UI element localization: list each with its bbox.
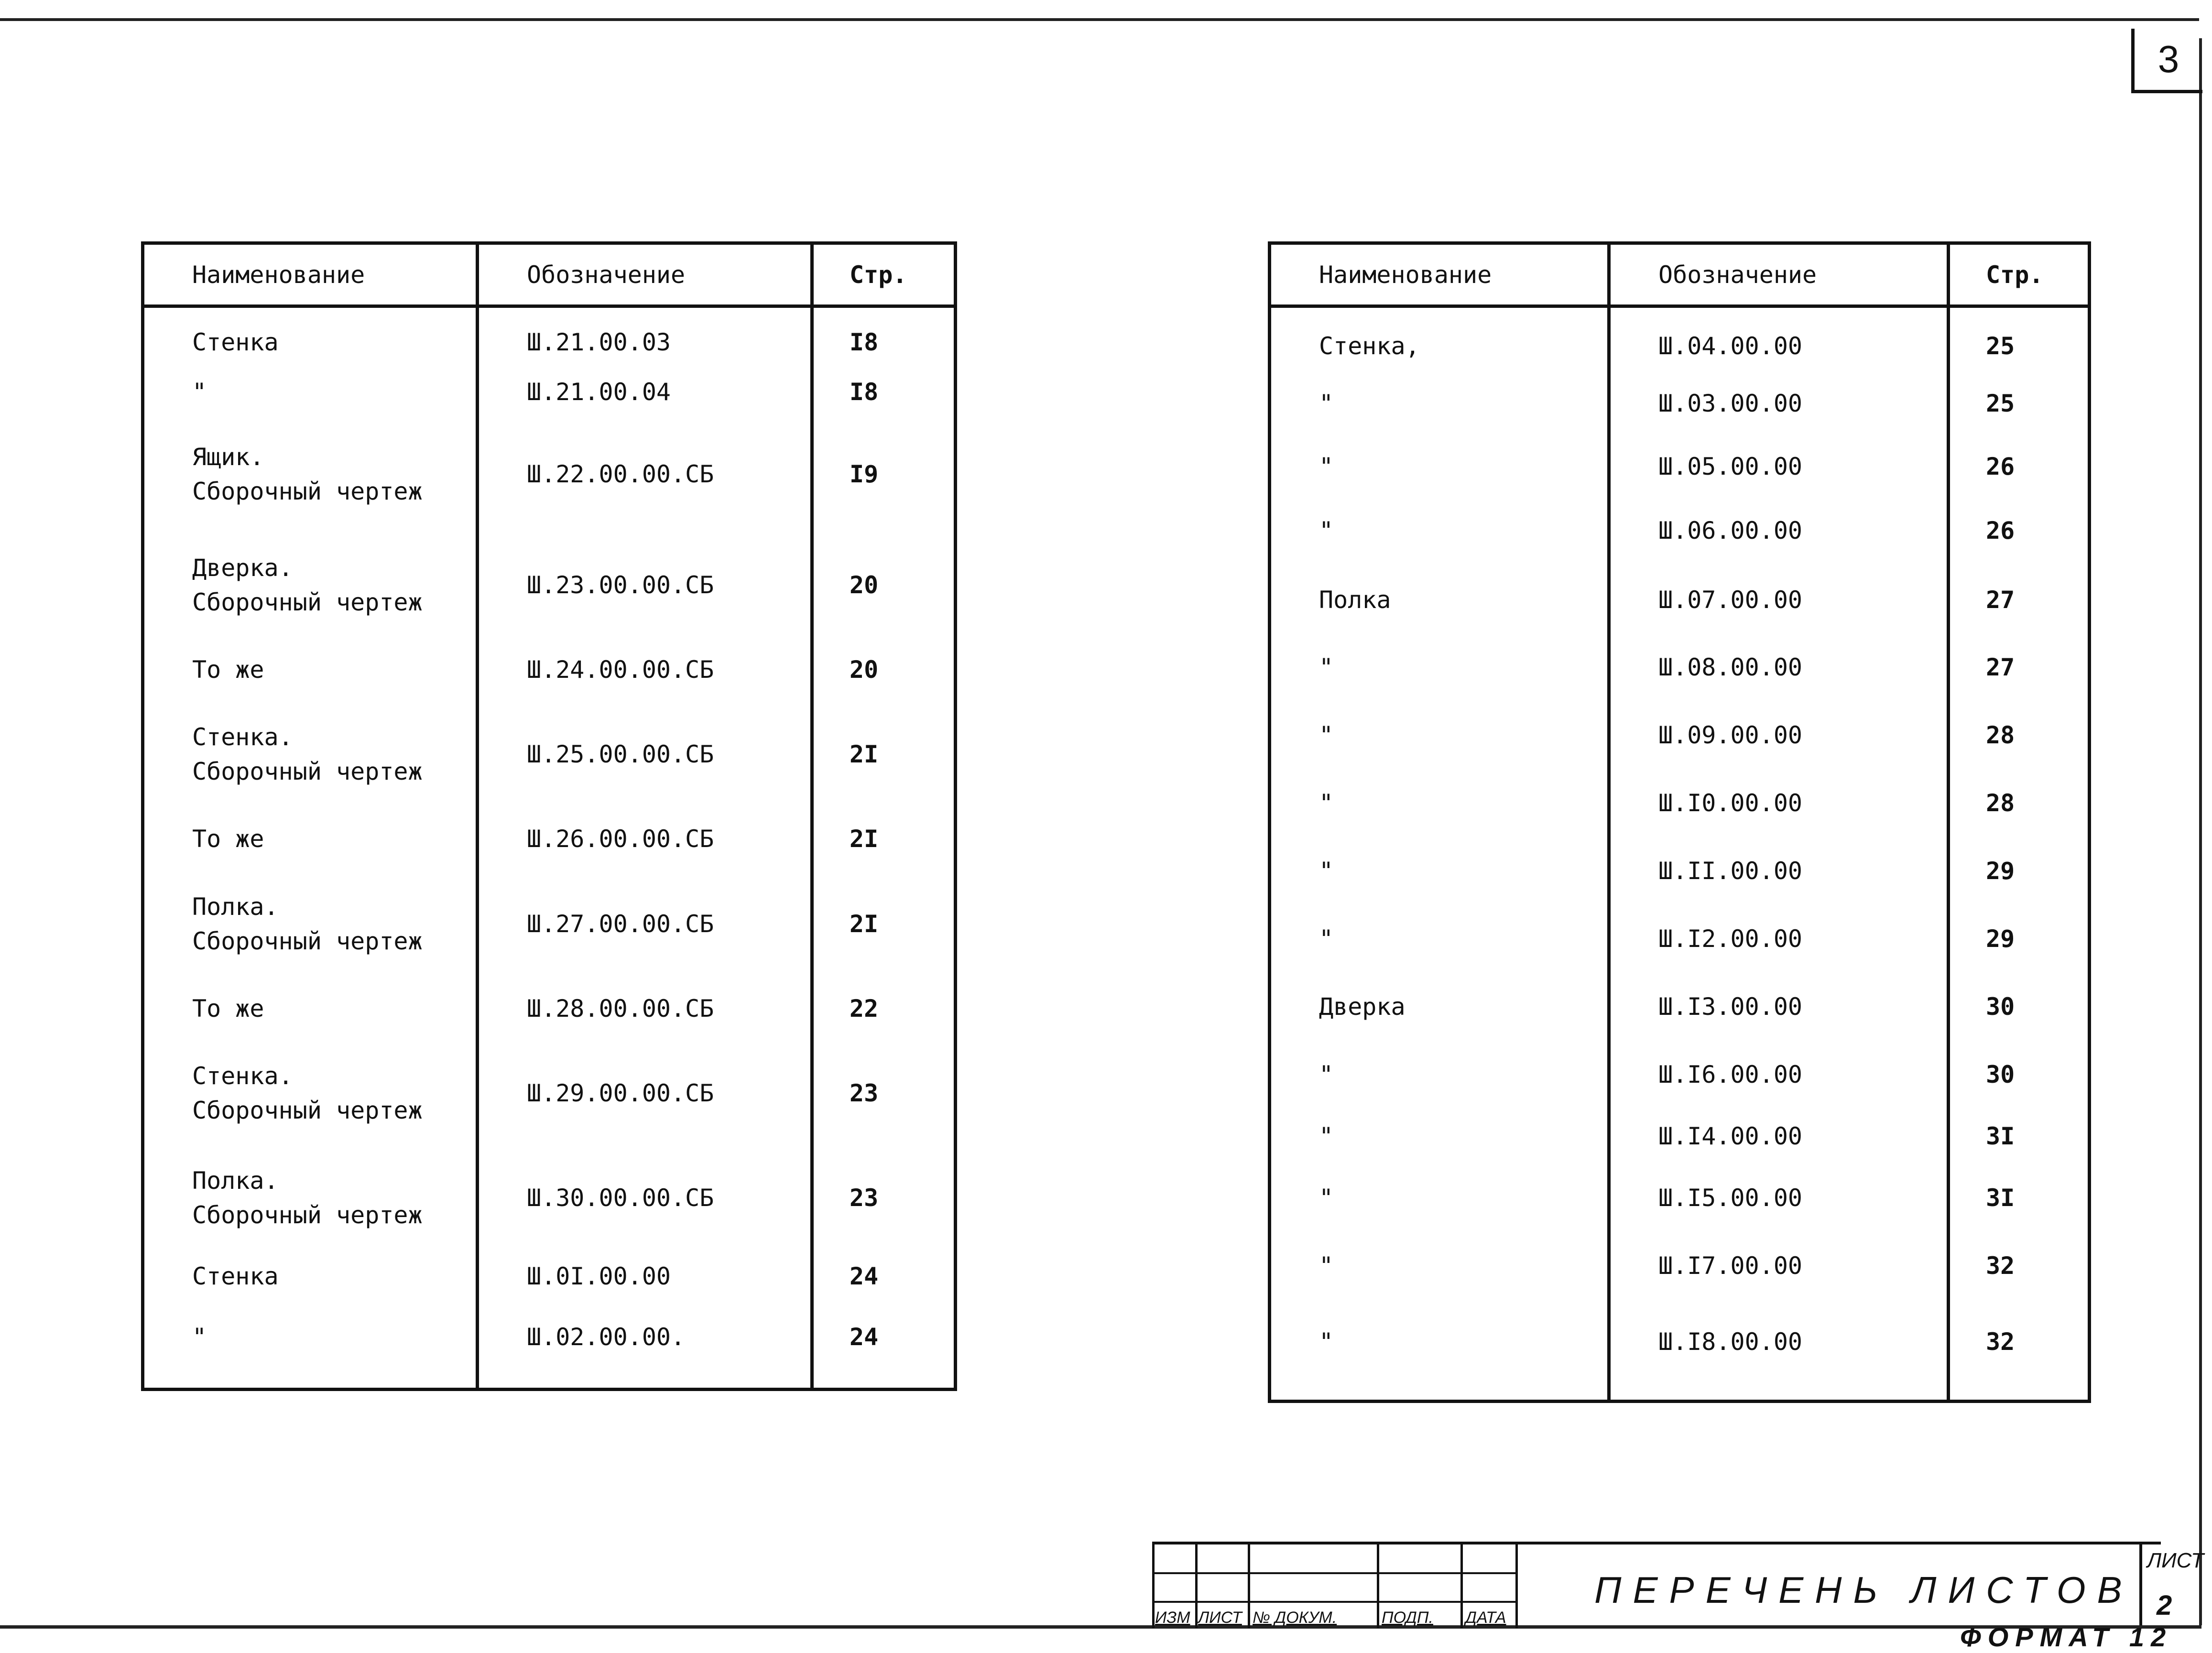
row-designation: Ш.0I.00.00 xyxy=(478,1247,812,1305)
column-header-name: Наименование xyxy=(1270,243,1609,306)
row-page: I8 xyxy=(812,306,956,365)
row-designation: Ш.08.00.00 xyxy=(1609,637,1949,698)
row-name: Ящик. Сборочный чертеж xyxy=(192,443,423,506)
row-designation: Ш.I0.00.00 xyxy=(1609,772,1949,834)
row-page: 27 xyxy=(1949,637,2090,698)
format-label: ФОРМАТ 12 xyxy=(1960,1622,2173,1652)
table-row xyxy=(143,699,956,810)
table-row xyxy=(1270,1167,2090,1229)
row-designation: Ш.27.00.00.СБ xyxy=(478,869,812,979)
row-page: 22 xyxy=(812,979,956,1038)
label-change: ИЗМ xyxy=(1155,1609,1190,1627)
row-designation: Ш.29.00.00.СБ xyxy=(478,1038,812,1149)
row-name: " xyxy=(1319,1251,1334,1280)
row-page: 23 xyxy=(812,1038,956,1149)
row-name: " xyxy=(1319,721,1334,750)
row-designation: Ш.I2.00.00 xyxy=(1609,908,1949,969)
row-page: 25 xyxy=(1949,306,2090,373)
row-name: " xyxy=(1319,1060,1334,1088)
label-date: ДАТА xyxy=(1465,1609,1506,1627)
row-name: То же xyxy=(192,825,264,853)
row-page: 29 xyxy=(1949,908,2090,969)
table-row xyxy=(143,1247,956,1305)
table-row xyxy=(1270,373,2090,435)
row-name: " xyxy=(1319,789,1334,817)
row-name: То же xyxy=(192,655,264,684)
row-name: " xyxy=(1319,857,1334,885)
table-row xyxy=(1270,969,2090,1044)
row-designation: Ш.09.00.00 xyxy=(1609,698,1949,772)
right-border-line xyxy=(2199,38,2202,1625)
row-page: I8 xyxy=(812,365,956,419)
grid-line xyxy=(1460,1544,1463,1628)
table-row xyxy=(143,1306,956,1390)
row-name: Полка. Сборочный чертеж xyxy=(192,892,423,955)
row-name: Полка xyxy=(1319,586,1391,614)
row-designation: Ш.I8.00.00 xyxy=(1609,1303,1949,1402)
table-row xyxy=(1270,435,2090,499)
row-designation: Ш.28.00.00.СБ xyxy=(478,979,812,1038)
page-number: 3 xyxy=(2131,29,2202,93)
column-header-designation: Обозначение xyxy=(478,243,812,306)
row-page: 20 xyxy=(812,640,956,699)
row-designation: Ш.I5.00.00 xyxy=(1609,1167,1949,1229)
table-header xyxy=(1270,243,2090,306)
grid-line xyxy=(1195,1544,1198,1628)
row-page: 25 xyxy=(1949,373,2090,435)
row-page: 30 xyxy=(1949,969,2090,1044)
row-designation: Ш.07.00.00 xyxy=(1609,563,1949,637)
row-page: 24 xyxy=(812,1247,956,1305)
row-designation: Ш.02.00.00. xyxy=(478,1306,812,1390)
row-page: 24 xyxy=(812,1306,956,1390)
row-designation: Ш.25.00.00.СБ xyxy=(478,699,812,810)
label-document-number: № ДОКУМ. xyxy=(1253,1609,1337,1627)
row-page: 27 xyxy=(1949,563,2090,637)
row-name: Стенка, xyxy=(1319,332,1420,360)
row-page: 32 xyxy=(1949,1229,2090,1303)
row-name: " xyxy=(1319,924,1334,953)
row-page: 23 xyxy=(812,1149,956,1247)
row-designation: Ш.03.00.00 xyxy=(1609,373,1949,435)
row-designation: Ш.05.00.00 xyxy=(1609,435,1949,499)
revision-grid xyxy=(1152,1544,1515,1628)
row-name: Дверка xyxy=(1319,992,1406,1021)
row-page: 3I xyxy=(1949,1167,2090,1229)
table-row xyxy=(143,640,956,699)
row-designation: Ш.22.00.00.СБ xyxy=(478,419,812,530)
row-page: 30 xyxy=(1949,1044,2090,1105)
table-row xyxy=(143,365,956,419)
row-name: " xyxy=(1319,452,1334,480)
row-page: 28 xyxy=(1949,698,2090,772)
row-designation: Ш.21.00.04 xyxy=(478,365,812,419)
label-signature: ПОДП. xyxy=(1382,1609,1433,1627)
table-row xyxy=(1270,306,2090,373)
row-name: Дверка. Сборочный чертеж xyxy=(192,554,423,616)
table-row xyxy=(1270,1044,2090,1105)
row-name: " xyxy=(1319,653,1334,682)
table-row xyxy=(143,419,956,530)
row-designation: Ш.I4.00.00 xyxy=(1609,1105,1949,1167)
table-row xyxy=(143,869,956,979)
sheet-number-box xyxy=(2139,1544,2204,1625)
table-row xyxy=(143,979,956,1038)
row-designation: Ш.06.00.00 xyxy=(1609,499,1949,563)
table-row xyxy=(1270,1105,2090,1167)
grid-line xyxy=(1248,1544,1250,1628)
table-row xyxy=(143,530,956,640)
sheet-label: ЛИСТ xyxy=(2147,1549,2204,1572)
row-name: Стенка. Сборочный чертеж xyxy=(192,723,423,786)
left-table-body xyxy=(143,306,956,1390)
right-table-body xyxy=(1270,306,2090,1402)
grid-line xyxy=(1515,1544,1518,1628)
row-designation: Ш.I3.00.00 xyxy=(1609,969,1949,1044)
row-page: 28 xyxy=(1949,772,2090,834)
column-header-page: Стр. xyxy=(1949,243,2090,306)
left-sheet-table xyxy=(141,241,957,1391)
grid-line xyxy=(1152,1544,1155,1628)
row-name: " xyxy=(1319,1327,1334,1356)
row-page: 32 xyxy=(1949,1303,2090,1402)
row-designation: Ш.26.00.00.СБ xyxy=(478,810,812,869)
column-header-name: Наименование xyxy=(143,243,478,306)
row-page: 2I xyxy=(812,869,956,979)
row-name: То же xyxy=(192,995,264,1022)
row-page: 29 xyxy=(1949,834,2090,908)
row-name: " xyxy=(1319,1122,1334,1150)
top-border-line xyxy=(0,18,2199,21)
row-name: " xyxy=(1319,1184,1334,1212)
row-designation: Ш.21.00.03 xyxy=(478,306,812,365)
column-header-page: Стр. xyxy=(812,243,956,306)
table-row xyxy=(1270,563,2090,637)
table-row xyxy=(143,1149,956,1247)
table-row xyxy=(1270,772,2090,834)
table-row xyxy=(143,306,956,365)
row-designation: Ш.24.00.00.СБ xyxy=(478,640,812,699)
row-name: " xyxy=(192,378,207,406)
sheet-number: 2 xyxy=(2157,1590,2172,1621)
table-row xyxy=(1270,908,2090,969)
row-name: " xyxy=(192,1323,207,1351)
document-title: ПЕРЕЧЕНЬ ЛИСТОВ xyxy=(1594,1569,2134,1611)
title-block xyxy=(1152,1542,2161,1628)
right-sheet-table xyxy=(1268,241,2091,1403)
column-header-designation: Обозначение xyxy=(1609,243,1949,306)
row-designation: Ш.I7.00.00 xyxy=(1609,1229,1949,1303)
table-row xyxy=(1270,698,2090,772)
row-designation: Ш.23.00.00.СБ xyxy=(478,530,812,640)
label-sheet: ЛИСТ xyxy=(1198,1609,1242,1627)
row-page: 2I xyxy=(812,810,956,869)
row-page: I9 xyxy=(812,419,956,530)
table-row xyxy=(1270,1229,2090,1303)
table-header xyxy=(143,243,956,306)
row-page: 2I xyxy=(812,699,956,810)
row-page: 26 xyxy=(1949,435,2090,499)
row-page: 3I xyxy=(1949,1105,2090,1167)
table-row xyxy=(143,810,956,869)
table-row xyxy=(1270,637,2090,698)
row-designation: Ш.30.00.00.СБ xyxy=(478,1149,812,1247)
row-name: " xyxy=(1319,517,1334,545)
row-name: " xyxy=(1319,390,1334,418)
grid-line xyxy=(1377,1544,1379,1628)
row-page: 26 xyxy=(1949,499,2090,563)
row-designation: Ш.I6.00.00 xyxy=(1609,1044,1949,1105)
table-row xyxy=(1270,499,2090,563)
row-name: Стенка xyxy=(192,1262,279,1291)
table-row xyxy=(1270,1303,2090,1402)
row-designation: Ш.04.00.00 xyxy=(1609,306,1949,373)
row-name: Стенка. Сборочный чертеж xyxy=(192,1062,423,1125)
row-designation: Ш.II.00.00 xyxy=(1609,834,1949,908)
row-name: Полка. Сборочный чертеж xyxy=(192,1166,423,1229)
table-row xyxy=(143,1038,956,1149)
row-page: 20 xyxy=(812,530,956,640)
table-row xyxy=(1270,834,2090,908)
row-name: Стенка xyxy=(192,328,279,357)
